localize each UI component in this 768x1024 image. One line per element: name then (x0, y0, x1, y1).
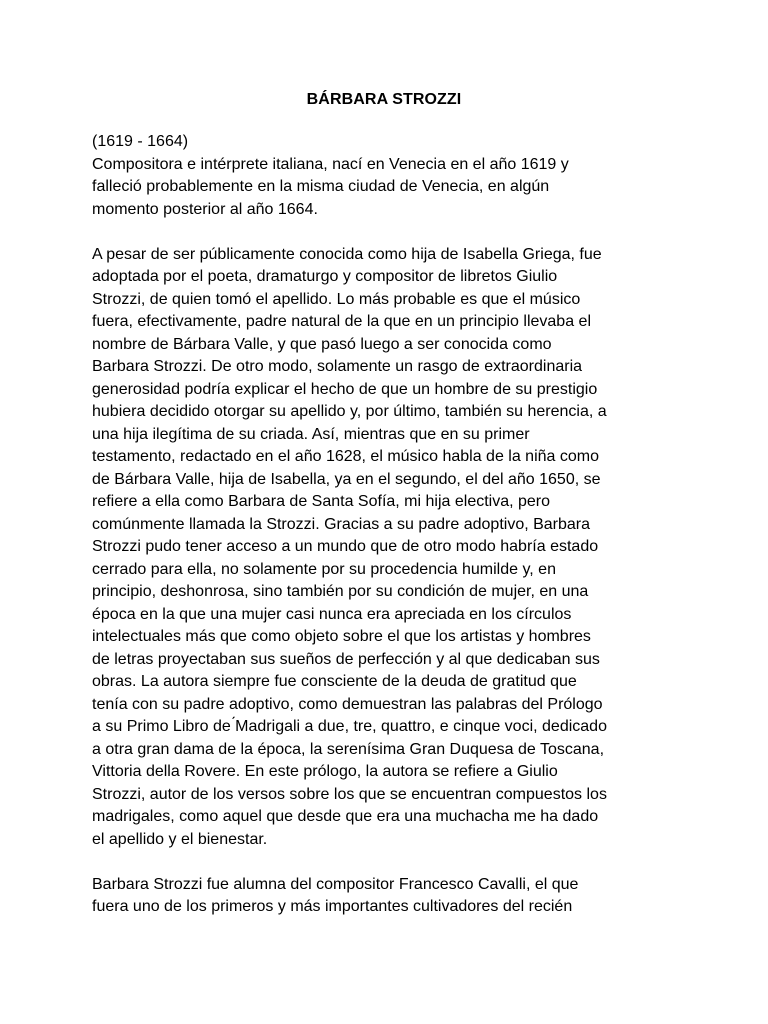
text-line: principio, deshonrosa, sino también por su condición de mujer, en una (92, 583, 589, 600)
text-line: obras. La autora siempre fue consciente de la deuda de gratitud que (92, 673, 577, 690)
text-line: el apellido y el bienestar. (92, 830, 268, 848)
text-line: de Bárbara Valle, hija de Isabella, ya en el segundo, el del año 1650, se (92, 470, 601, 488)
text-line: Barbara Strozzi. De otro modo, solamente un rasgo de extraordinaria (92, 358, 583, 375)
text-line: intelectuales más que como objeto sobre el que los artistas y hombres (92, 628, 591, 645)
document-title: BÁRBARA STROZZI (306, 91, 462, 108)
text-line: cerrado para ella, no solamente por su procedencia humilde y, en (92, 560, 556, 578)
text-line: Strozzi, autor de los versos sobre los que se encuentran compuestos los (92, 785, 607, 803)
text-line: falleció probablemente en la misma ciudad de Venecia, en algún (92, 178, 550, 195)
text-line: comúnmente llamada la Strozzi. Gracias a su padre adoptivo, Barbara (92, 515, 591, 533)
text-line: a su Primo Libro de ́Madrigali a due, tre, quattro, e cinque voci, dedicado (92, 718, 607, 735)
dates-line: (1619 - 1664) (92, 133, 189, 150)
text-line: Compositora e intérprete italiana, nací en Venecia en el año 1619 y (92, 155, 569, 173)
text-line: Vittoria della Rovere. En este prólogo, la autora se refiere a Giulio (92, 763, 558, 780)
text-line: Barbara Strozzi fue alumna del compositor Francesco Cavalli, el que (92, 875, 579, 893)
text-line: Strozzi, de quien tomó el apellido. Lo más probable es que el músico (92, 290, 581, 308)
text-line: generosidad podría explicar el hecho de que un hombre de su prestigio (92, 380, 598, 398)
text-line: testamento, redactado en el año 1628, el músico habla de la niña como (92, 448, 599, 465)
text-line: adoptada por el poeta, dramaturgo y compositor de libretos Giulio (92, 268, 558, 285)
document-body (92, 131, 712, 919)
paragraph-spacer (92, 221, 712, 244)
text-line: nombre de Bárbara Valle, y que pasó luego a ser conocida como (92, 335, 552, 353)
paragraph-1 (92, 154, 712, 222)
text-line: madrigales, como aquel que desde que era una muchacha me ha dado (92, 808, 599, 825)
paragraph-spacer (92, 851, 712, 874)
text-line: refiere a ella como Barbara de Santa Sofía, mi hija electiva, pero (92, 493, 551, 510)
text-line: a otra gran dama de la época, la serenísima Gran Duquesa de Toscana, (92, 740, 605, 758)
text-line: momento posterior al año 1664. (92, 200, 318, 218)
text-line: fuera uno de los primeros y más importantes cultivadores del recién (92, 898, 573, 915)
paragraph-2 (92, 244, 712, 852)
text-line: hubiera decidido otorgar su apellido y, por último, también su herencia, a (92, 403, 607, 420)
text-line: A pesar de ser públicamente conocida como hija de Isabella Griega, fue (92, 245, 602, 263)
text-line: Strozzi pudo tener acceso a un mundo que de otro modo habría estado (92, 538, 599, 555)
text-line: época en la que una mujer casi nunca era apreciada en los círculos (92, 605, 572, 623)
text-line: una hija ilegítima de su criada. Así, mientras que en su primer (92, 425, 530, 443)
paragraph-3 (92, 874, 712, 919)
text-line: fuera, efectivamente, padre natural de la que en un principio llevaba el (92, 313, 591, 330)
text-line: tenía con su padre adoptivo, como demuestran las palabras del Prólogo (92, 695, 603, 713)
text-line: de letras proyectaban sus sueños de perfección y al que dedicaban sus (92, 650, 600, 668)
